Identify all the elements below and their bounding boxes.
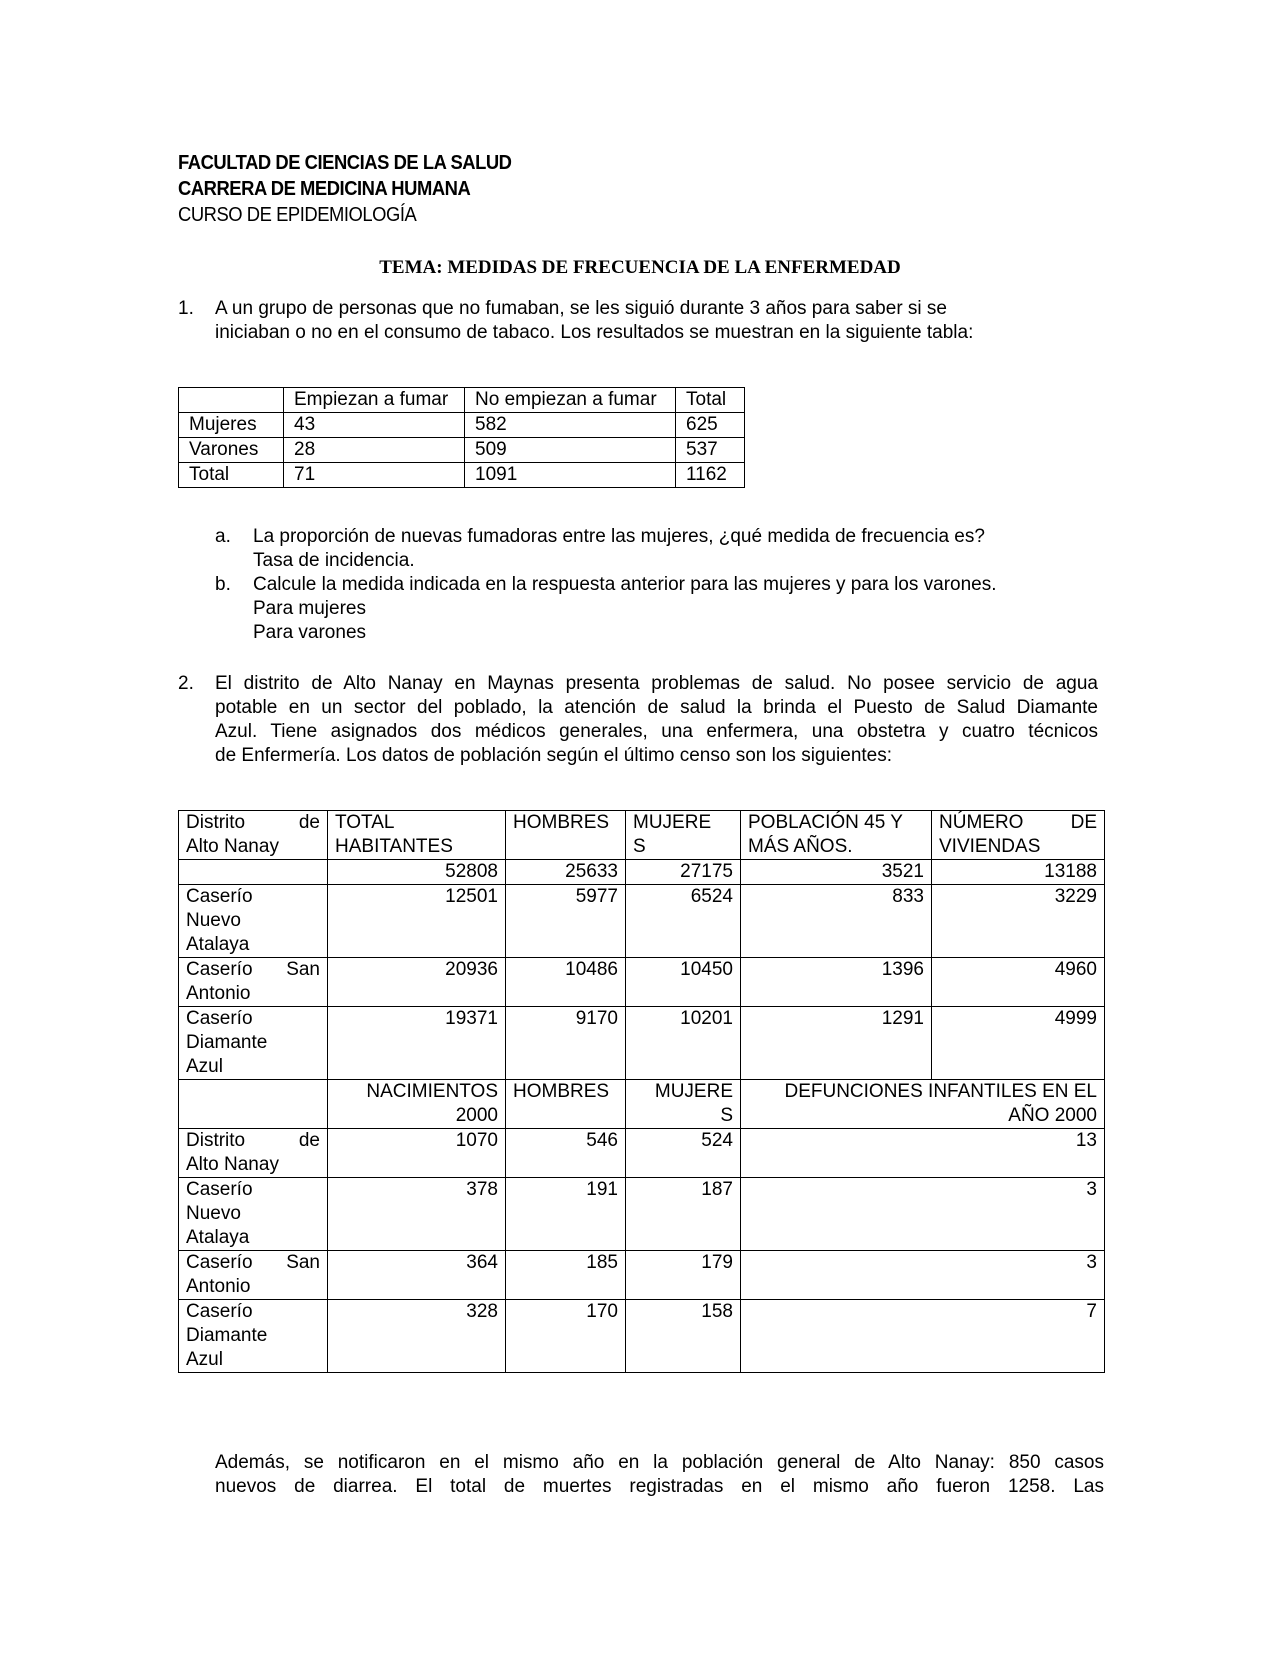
table-header-cell bbox=[741, 1080, 1105, 1129]
table-row bbox=[179, 438, 745, 463]
table-header-cell bbox=[179, 811, 328, 860]
table-cell: 158 bbox=[626, 1300, 741, 1373]
question-2-line-4: de Enfermería. Los datos de población según el último censo son los siguientes: bbox=[215, 745, 893, 766]
table-cell: 6524 bbox=[626, 885, 741, 958]
item-b-letter: b. bbox=[215, 574, 231, 595]
extra-line-2: nuevos de diarrea. El total de muertes registradas en el mismo año fueron 1258. Las bbox=[215, 1476, 1104, 1497]
header-text: S bbox=[633, 836, 646, 857]
item-a-letter: a. bbox=[215, 526, 231, 547]
item-b-line-2: Para mujeres bbox=[253, 598, 366, 619]
row-label: Atalaya bbox=[186, 1227, 250, 1248]
table-cell bbox=[179, 1080, 328, 1129]
row-label: Nuevo bbox=[186, 1203, 241, 1224]
row-label: Diamante bbox=[186, 1325, 268, 1346]
item-b-text bbox=[253, 573, 997, 645]
faculty-title: FACULTAD DE CIENCIAS DE LA SALUD bbox=[178, 152, 512, 174]
table-row bbox=[179, 1129, 1105, 1178]
table-cell bbox=[179, 1251, 328, 1300]
table-cell bbox=[179, 1178, 328, 1251]
row-label: Azul bbox=[186, 1056, 223, 1077]
question-1-number: 1. bbox=[178, 298, 194, 319]
table-cell: 185 bbox=[506, 1251, 626, 1300]
question-1-line-1: A un grupo de personas que no fumaban, se les siguió durante 3 años para saber si se bbox=[215, 298, 947, 319]
header-text: 2000 bbox=[455, 1105, 498, 1126]
table-row bbox=[179, 1300, 1105, 1373]
header-text: AÑO 2000 bbox=[1008, 1105, 1097, 1126]
header-text: HABITANTES bbox=[335, 836, 453, 857]
table-header-cell: HOMBRES bbox=[506, 811, 626, 860]
table-cell: 179 bbox=[626, 1251, 741, 1300]
table-cell: 328 bbox=[328, 1300, 506, 1373]
question-2-line-1: El distrito de Alto Nanay en Maynas presenta problemas de salud. No posee servicio de agua bbox=[215, 673, 1098, 694]
header-text: MUJERE bbox=[654, 1081, 733, 1102]
table-header-row bbox=[179, 811, 1105, 860]
row-label: Caserío bbox=[186, 959, 253, 980]
row-label: Diamante bbox=[186, 1032, 268, 1053]
header-text: NÚMERO bbox=[939, 812, 1024, 833]
row-label: Azul bbox=[186, 1349, 223, 1370]
table-header-cell: Empiezan a fumar bbox=[284, 388, 465, 413]
table-cell: 5977 bbox=[506, 885, 626, 958]
table-header-row bbox=[179, 1080, 1105, 1129]
table-cell: 625 bbox=[676, 413, 745, 438]
table-cell: 364 bbox=[328, 1251, 506, 1300]
table-header-cell: Total bbox=[676, 388, 745, 413]
table-cell: 3 bbox=[741, 1178, 1105, 1251]
table-cell: 187 bbox=[626, 1178, 741, 1251]
table-row bbox=[179, 885, 1105, 958]
row-label: Nuevo bbox=[186, 910, 241, 931]
item-b-line-1: Calcule la medida indicada en la respuesta anterior para las mujeres y para los varones. bbox=[253, 574, 997, 595]
header-text: DEFUNCIONES INFANTILES EN EL bbox=[784, 1081, 1097, 1102]
table-cell: 27175 bbox=[626, 860, 741, 885]
smoking-table bbox=[178, 387, 745, 488]
header-text: Distrito bbox=[186, 812, 246, 833]
table-cell: 191 bbox=[506, 1178, 626, 1251]
table-cell: 509 bbox=[465, 438, 676, 463]
table-row bbox=[179, 463, 745, 488]
table-cell bbox=[179, 388, 284, 413]
table-cell: 1091 bbox=[465, 463, 676, 488]
table-cell: 1396 bbox=[741, 958, 932, 1007]
table-cell bbox=[179, 1007, 328, 1080]
table-header-row bbox=[179, 388, 745, 413]
table-cell bbox=[179, 958, 328, 1007]
table-row bbox=[179, 860, 1105, 885]
census-table bbox=[178, 810, 1105, 1373]
table-cell: 3 bbox=[741, 1251, 1105, 1300]
row-label: Caserío bbox=[186, 1179, 253, 1200]
table-cell: 4999 bbox=[932, 1007, 1105, 1080]
question-2-line-2: potable en un sector del poblado, la atención de salud la brinda el Puesto de Salud Diamante bbox=[215, 697, 1098, 718]
table-cell: 43 bbox=[284, 413, 465, 438]
row-label: Antonio bbox=[186, 983, 251, 1004]
table-cell: 28 bbox=[284, 438, 465, 463]
header-text: POBLACIÓN 45 Y bbox=[748, 812, 903, 833]
question-1-text bbox=[215, 297, 1098, 345]
row-label: Distrito bbox=[186, 1130, 246, 1151]
header-text: MÁS AÑOS. bbox=[748, 836, 853, 857]
table-cell: 25633 bbox=[506, 860, 626, 885]
table-cell: 19371 bbox=[328, 1007, 506, 1080]
table-header-cell bbox=[626, 1080, 741, 1129]
topic-title: TEMA: MEDIDAS DE FRECUENCIA DE LA ENFERMEDAD bbox=[379, 257, 901, 278]
row-label: de bbox=[298, 1130, 320, 1151]
table-row bbox=[179, 1178, 1105, 1251]
table-cell: 10450 bbox=[626, 958, 741, 1007]
row-label: Alto Nanay bbox=[186, 1154, 279, 1175]
table-cell: 1162 bbox=[676, 463, 745, 488]
table-cell: 4960 bbox=[932, 958, 1105, 1007]
row-label: San bbox=[286, 1252, 320, 1273]
table-cell: Varones bbox=[179, 438, 284, 463]
table-cell: 52808 bbox=[328, 860, 506, 885]
row-label: Antonio bbox=[186, 1276, 251, 1297]
row-label: Caserío bbox=[186, 1252, 253, 1273]
table-cell: 170 bbox=[506, 1300, 626, 1373]
table-row bbox=[179, 1007, 1105, 1080]
table-cell bbox=[179, 1129, 328, 1178]
table-row bbox=[179, 1251, 1105, 1300]
table-row bbox=[179, 413, 745, 438]
table-cell bbox=[179, 885, 328, 958]
table-cell: Total bbox=[179, 463, 284, 488]
table-cell: 833 bbox=[741, 885, 932, 958]
item-a-line-1: La proporción de nuevas fumadoras entre las mujeres, ¿qué medida de frecuencia es? bbox=[253, 526, 985, 547]
table-cell: 12501 bbox=[328, 885, 506, 958]
table-header-cell: HOMBRES bbox=[506, 1080, 626, 1129]
item-a-text bbox=[253, 525, 985, 573]
table-cell: 20936 bbox=[328, 958, 506, 1007]
extra-paragraph bbox=[215, 1451, 1104, 1499]
table-cell: 71 bbox=[284, 463, 465, 488]
table-header-cell bbox=[328, 811, 506, 860]
question-2-text bbox=[215, 672, 1098, 768]
table-header-cell bbox=[932, 811, 1105, 860]
item-a-line-2: Tasa de incidencia. bbox=[253, 550, 415, 571]
table-cell: 1070 bbox=[328, 1129, 506, 1178]
header-text: DE bbox=[1070, 812, 1097, 833]
table-cell: Mujeres bbox=[179, 413, 284, 438]
item-b-line-3: Para varones bbox=[253, 622, 367, 643]
row-label: Caserío bbox=[186, 886, 253, 907]
career-title: CARRERA DE MEDICINA HUMANA bbox=[178, 178, 471, 200]
table-cell: 13 bbox=[741, 1129, 1105, 1178]
table-header-cell bbox=[626, 811, 741, 860]
row-label: Caserío bbox=[186, 1008, 253, 1029]
table-cell: 3229 bbox=[932, 885, 1105, 958]
header-text: NACIMIENTOS bbox=[366, 1081, 498, 1102]
table-cell: 524 bbox=[626, 1129, 741, 1178]
table-cell: 10486 bbox=[506, 958, 626, 1007]
table-cell: 3521 bbox=[741, 860, 932, 885]
extra-line-1: Además, se notificaron en el mismo año en la población general de Alto Nanay: 850 casos bbox=[215, 1452, 1104, 1473]
row-label: Caserío bbox=[186, 1301, 253, 1322]
course-title: CURSO DE EPIDEMIOLOGÍA bbox=[178, 204, 417, 226]
header-text: de bbox=[298, 812, 320, 833]
table-header-cell bbox=[328, 1080, 506, 1129]
table-cell: 378 bbox=[328, 1178, 506, 1251]
table-header-cell: No empiezan a fumar bbox=[465, 388, 676, 413]
table-cell: 9170 bbox=[506, 1007, 626, 1080]
table-cell: 1291 bbox=[741, 1007, 932, 1080]
table-cell: 582 bbox=[465, 413, 676, 438]
table-cell: 7 bbox=[741, 1300, 1105, 1373]
table-cell: 13188 bbox=[932, 860, 1105, 885]
row-label: San bbox=[286, 959, 320, 980]
question-1-line-2: iniciaban o no en el consumo de tabaco. Los resultados se muestran en la siguiente tabla: bbox=[215, 322, 974, 343]
table-cell bbox=[179, 860, 328, 885]
table-cell: 537 bbox=[676, 438, 745, 463]
header-text: S bbox=[720, 1105, 733, 1126]
table-cell: 546 bbox=[506, 1129, 626, 1178]
header-text: Alto Nanay bbox=[186, 836, 279, 857]
header-text: TOTAL bbox=[335, 812, 395, 833]
table-cell bbox=[179, 1300, 328, 1373]
header-text: VIVIENDAS bbox=[939, 836, 1041, 857]
question-2-number: 2. bbox=[178, 673, 194, 694]
row-label: Atalaya bbox=[186, 934, 250, 955]
table-cell: 10201 bbox=[626, 1007, 741, 1080]
table-row bbox=[179, 958, 1105, 1007]
header-text: MUJERE bbox=[633, 812, 712, 833]
table-header-cell bbox=[741, 811, 932, 860]
question-2-line-3: Azul. Tiene asignados dos médicos generales, una enfermera, una obstetra y cuatro técnicos bbox=[215, 721, 1098, 742]
